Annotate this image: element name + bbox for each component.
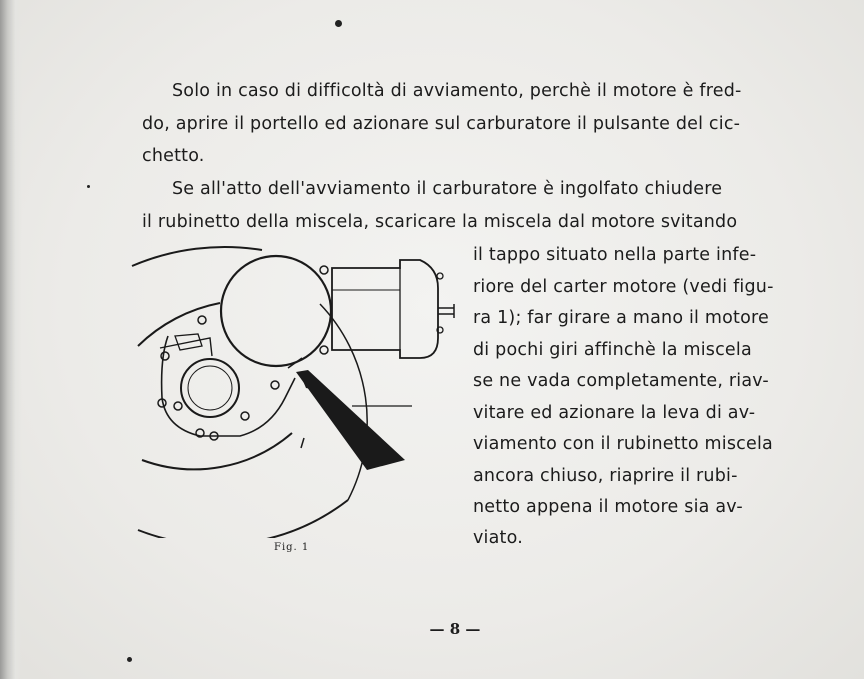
ink-speck xyxy=(335,20,342,27)
outer-arc-lower xyxy=(138,500,348,538)
engine-figure xyxy=(120,238,460,538)
ink-speck xyxy=(127,657,132,662)
cylinder-circle xyxy=(221,256,331,366)
text-line: Solo in caso di difficoltà di avviamento, perchè il motore è fred- xyxy=(172,81,742,101)
text-line: se ne vada completamente, riav- xyxy=(473,371,769,391)
text-line: ra 1); far girare a mano il motore xyxy=(473,308,769,328)
figure-caption: Fig. 1 xyxy=(274,542,310,553)
middle-arc xyxy=(138,303,220,346)
text-line: chetto. xyxy=(142,146,205,166)
pointer-arrow xyxy=(296,370,405,470)
text-line: il rubinetto della miscela, scaricare la miscela dal motore svitando xyxy=(142,212,738,232)
text-line: di pochi giri affinchè la miscela xyxy=(473,340,752,360)
text-line: netto appena il motore sia av- xyxy=(473,497,743,517)
text-line: riore del carter motore (vedi figu- xyxy=(473,277,774,297)
text-line: viamento con il rubinetto miscela xyxy=(473,434,773,454)
page-number: — 8 — xyxy=(429,620,481,638)
text-line: do, aprire il portello ed azionare sul carburatore il pulsante del cic- xyxy=(142,114,741,134)
flywheel-circle xyxy=(181,359,239,417)
text-line: ancora chiuso, riaprire il rubi- xyxy=(473,466,738,486)
text-line: viato. xyxy=(473,528,523,548)
outer-arc xyxy=(132,247,262,266)
page-binding-edge xyxy=(0,0,22,679)
text-line: Se all'atto dell'avviamento il carburatore è ingolfato chiudere xyxy=(172,179,723,199)
text-line: vitare ed azionare la leva di av- xyxy=(473,403,756,423)
text-line: il tappo situato nella parte infe- xyxy=(473,245,757,265)
ink-speck xyxy=(87,185,90,188)
